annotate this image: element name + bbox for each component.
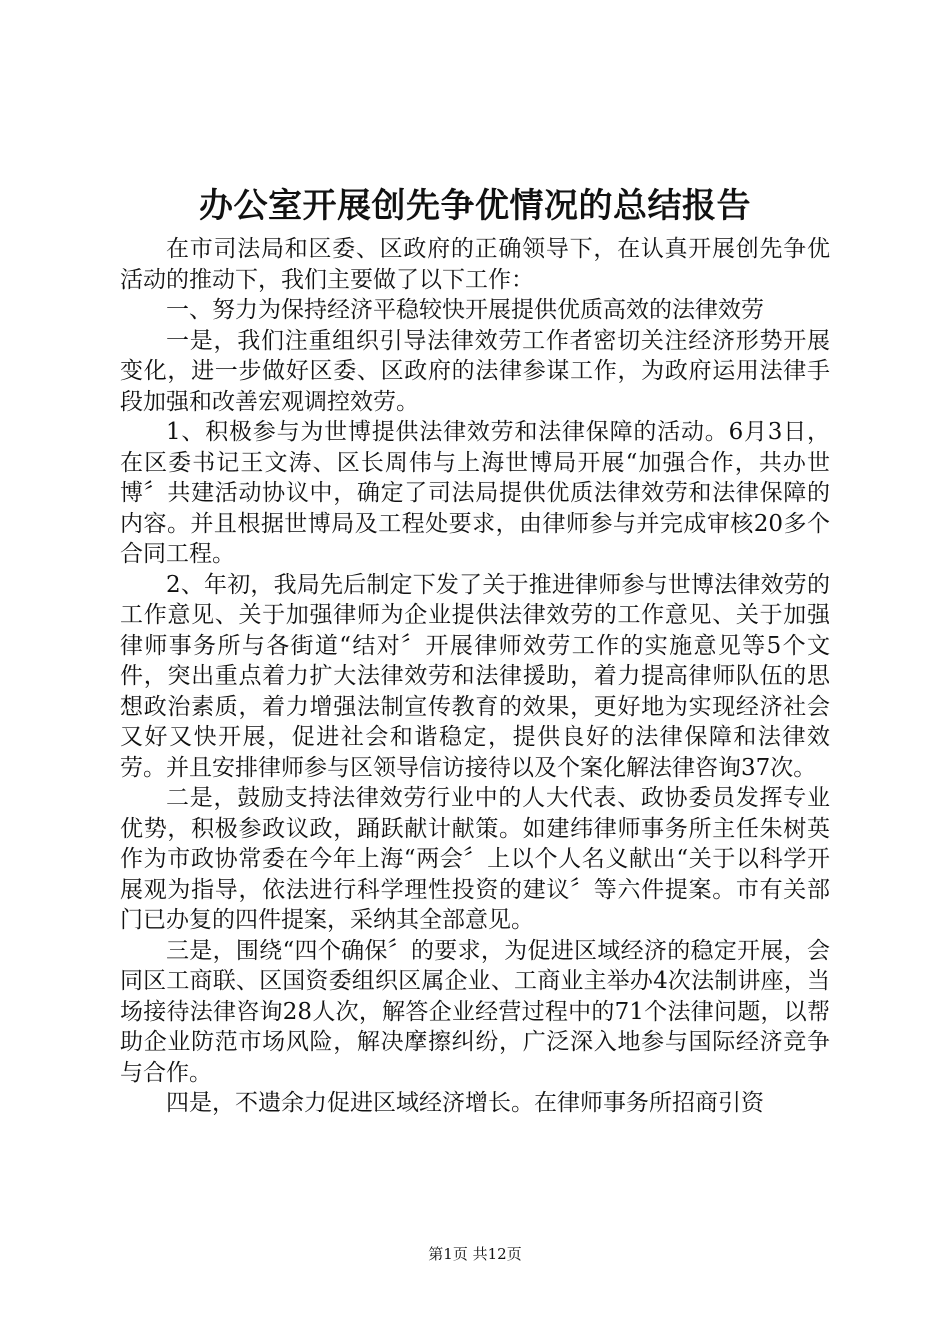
document-title: 办公室开展创先争优情况的总结报告 <box>199 186 751 226</box>
paragraph-point-1: 一是，我们注重组织引导法律效劳工作者密切关注经济形势开展变化，进一步做好区委、区政府的法律参谋工作，为政府运用法律手段加强和改善宏观调控效劳。 <box>120 327 830 415</box>
paragraph-point-3: 三是，围绕“四个确保〞的要求，为促进区域经济的稳定开展，会同区工商联、区国资委组织区属企业、工商业主举办4次法制讲座，当场接待法律咨询28人次，解答企业经营过程中的71个法律问题，以帮助企业防范市场风险，解决摩擦纠纷，广泛深入地参与国际经济竞争与合作。 <box>120 937 830 1086</box>
paragraph-point-2: 二是，鼓励支持法律效劳行业中的人大代表、政协委员发挥专业优势，积极参政议政，踊跃献计献策。如建纬律师事务所主任朱树英作为市政协常委在今年上海“两会〞上以个人名义献出“关于以科学开展观为指导，依法进行科学理性投资的建议〞等六件提案。市有关部门已办复的四件提案，采纳其全部意见。 <box>120 785 830 933</box>
document-body <box>120 234 830 1119</box>
paragraph-item-1: 1、积极参与为世博提供法律效劳和法律保障的活动。6月3日，在区委书记王文涛、区长周伟与上海世博局开展“加强合作，共办世博〞共建活动协议中，确定了司法局提供优质法律效劳和法律保障的内容。并且根据世博局及工程处要求，由律师参与并完成审核20多个合同工程。 <box>120 419 830 567</box>
section-heading-1: 一、努力为保持经济平稳较快开展提供优质高效的法律效劳 <box>166 297 764 323</box>
page-footer: 第1页 共12页 <box>428 1245 522 1263</box>
paragraph-point-4: 四是，不遗余力促进区域经济增长。在律师事务所招商引资 <box>166 1090 764 1116</box>
paragraph-intro: 在市司法局和区委、区政府的正确领导下，在认真开展创先争优活动的推动下，我们主要做了以下工作： <box>120 236 830 293</box>
paragraph-item-2: 2、年初，我局先后制定下发了关于推进律师参与世博法律效劳的工作意见、关于加强律师为企业提供法律效劳的工作意见、关于加强律师事务所与各街道“结对〞开展律师效劳工作的实施意见等5个文件，突出重点着力扩大法律效劳和法律援助，着力提高律师队伍的思想政治素质，着力增强法制宣传教育的效果，更好地为实现经济社会又好又快开展，促进社会和谐稳定，提供良好的法律保障和法律效劳。并且安排律师参与区领导信访接待以及个案化解法律咨询37次。 <box>120 571 830 781</box>
